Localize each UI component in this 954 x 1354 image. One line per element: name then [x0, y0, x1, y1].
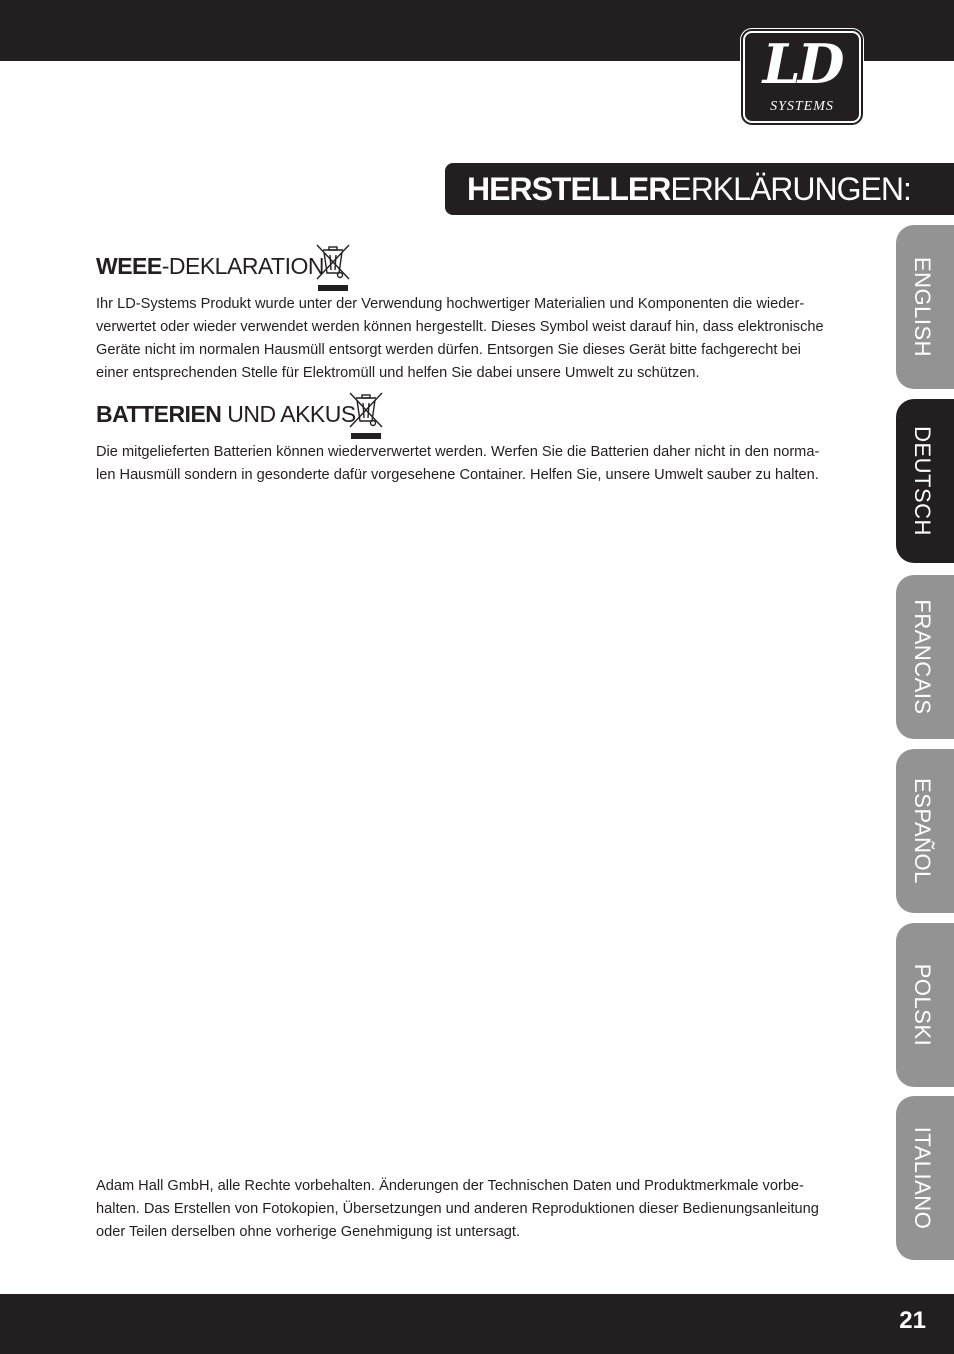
tab-label: DEUTSCH	[910, 426, 935, 536]
section-heading-bold: WEEE	[96, 253, 162, 279]
tab-label: ENGLISH	[910, 256, 935, 358]
paragraph-line: halten. Das Erstellen von Fotokopien, Übersetzungen und anderen Reproduktionen dieser Bedienungsanleitung	[96, 1201, 819, 1217]
paragraph-line: Geräte nicht im normalen Hausmüll entsorgt werden dürfen. Entsorgen Sie dieses Gerät bitte fachgerecht bei	[96, 342, 801, 358]
crossed-out-wheelie-bin-icon	[314, 243, 352, 293]
page-number: 21	[899, 1307, 926, 1334]
section-heading-light: -DEKLARATION	[161, 253, 325, 279]
tab-polski[interactable]	[896, 923, 954, 1087]
tab-italiano[interactable]	[896, 1096, 954, 1260]
section-heading-light: UND AKKUS	[221, 401, 356, 427]
paragraph-line: Adam Hall GmbH, alle Rechte vorbehalten. Änderungen der Technischen Daten und Produktmerkmale vorbe-	[96, 1178, 804, 1194]
batterien-paragraph	[96, 441, 866, 487]
tab-francais[interactable]	[896, 575, 954, 739]
page-title	[445, 163, 954, 215]
paragraph-line: Die mitgelieferten Batterien können wiederverwertet werden. Werfen Sie die Batterien daher nicht in den norma-	[96, 444, 820, 460]
section-heading-bold: BATTERIEN	[96, 401, 222, 427]
paragraph-line: Ihr LD-Systems Produkt wurde unter der Verwendung hochwertiger Materialien und Komponenten die wieder-	[96, 296, 805, 312]
ld-systems-logo	[740, 28, 864, 126]
tab-english[interactable]	[896, 225, 954, 389]
page-title-bold: HERSTELLER	[467, 171, 671, 207]
tab-label: ESPAÑOL	[910, 778, 935, 884]
page-title-light: ERKLÄRUNGEN:	[670, 171, 911, 207]
crossed-out-wheelie-bin-icon	[347, 391, 385, 441]
paragraph-line: len Hausmüll sondern in gesonderte dafür vorgesehene Container. Helfen Sie, unsere Umwelt sauber zu halten.	[96, 467, 819, 483]
tab-label: POLSKI	[910, 963, 935, 1047]
copyright-paragraph	[96, 1175, 866, 1244]
section-heading-batterien	[96, 401, 356, 428]
tab-deutsch[interactable]	[896, 399, 954, 563]
tab-label: FRANCAIS	[910, 599, 935, 715]
paragraph-line: verwertet oder wieder verwendet werden können hergestellt. Dieses Symbol weist darauf hin, dass elektronische	[96, 319, 824, 335]
logo-subtitle: SYSTEMS	[770, 99, 834, 114]
section-heading-weee	[96, 253, 324, 280]
logo-letters: LD	[762, 32, 842, 96]
tab-label: ITALIANO	[910, 1126, 935, 1230]
bottom-bar	[0, 1294, 954, 1354]
paragraph-line: einer entsprechenden Stelle für Elektromüll und helfen Sie dabei unsere Umwelt zu schützen.	[96, 365, 700, 381]
weee-paragraph	[96, 293, 866, 385]
tab-espanol[interactable]	[896, 749, 954, 913]
paragraph-line: oder Teilen derselben ohne vorherige Genehmigung ist untersagt.	[96, 1224, 521, 1240]
